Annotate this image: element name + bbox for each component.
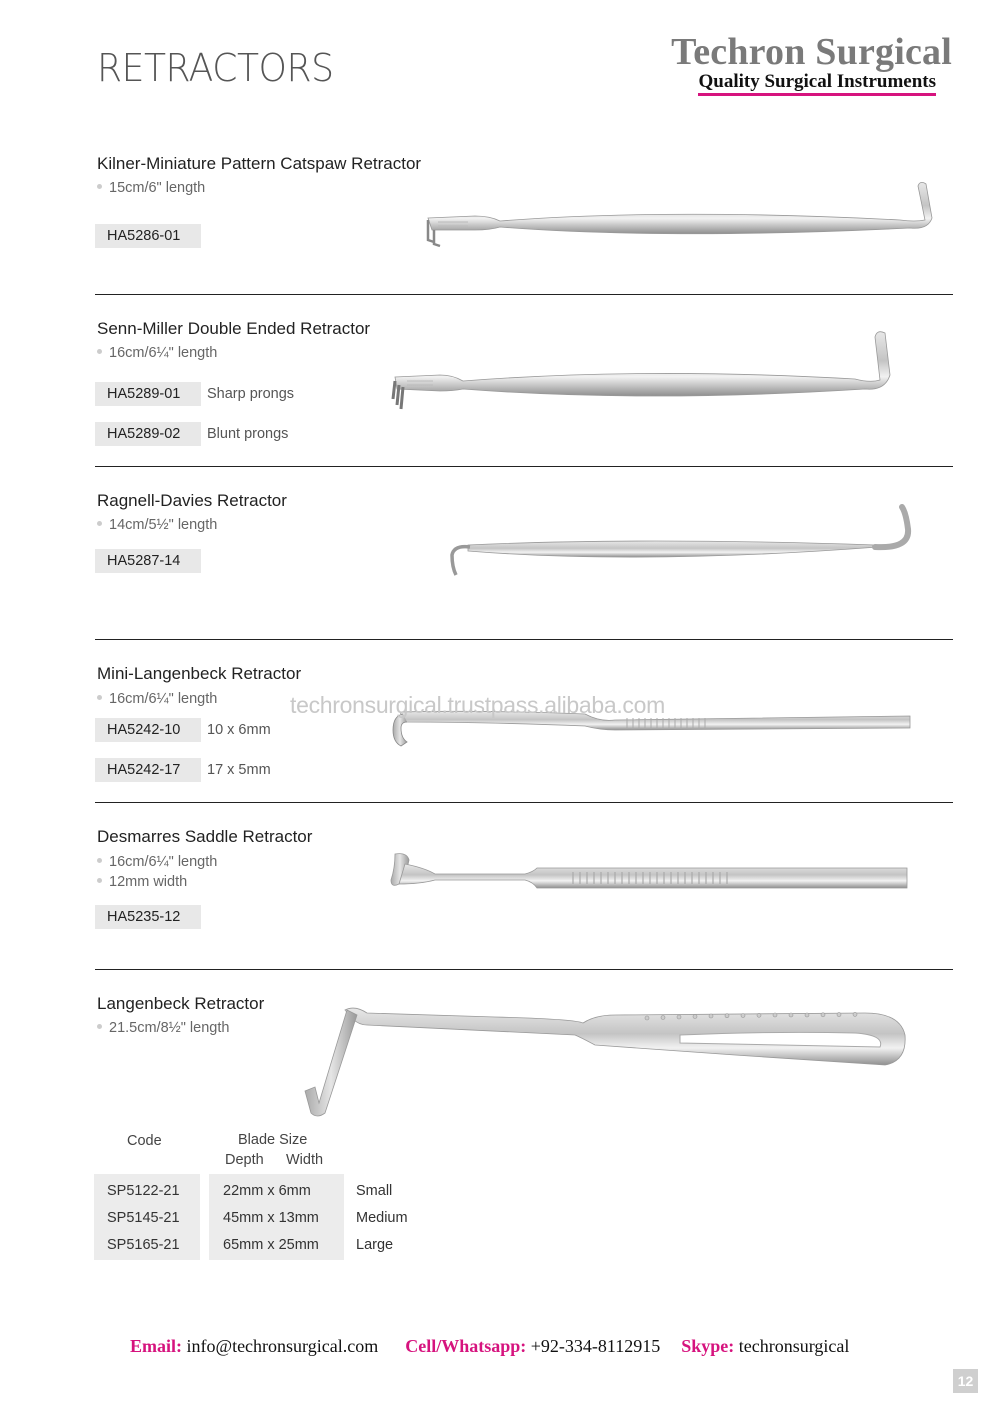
table-cell-label: Medium [356,1210,408,1226]
product-title: Desmarres Saddle Retractor [97,827,313,846]
skype-label: Skype: [681,1336,735,1356]
table-cell-label: Small [356,1183,393,1199]
product-title: Ragnell-Davies Retractor [97,491,287,510]
table-header-blade-size: Blade Size [238,1132,308,1148]
section-divider [95,802,953,803]
table-cell-code: SP5165-21 [107,1237,180,1253]
page-title: RETRACTORS [97,46,334,90]
product-code: HA5286-01 [95,224,201,248]
product-code: HA5289-01 [95,382,201,406]
table-cell-label: Large [356,1237,394,1253]
section-divider [95,466,953,467]
product-code: HA5235-12 [95,905,201,929]
product-code: HA5242-17 [95,758,201,782]
product-spec: 16cm/6¼" length [97,854,217,870]
brand-tagline: Quality Surgical Instruments [698,72,936,96]
table-cell-code: SP5122-21 [107,1183,180,1199]
catspaw-retractor-image [420,178,950,258]
section-divider [95,969,953,970]
ragnell-davies-retractor-image [440,495,920,585]
product-spec: 16cm/6¼" length [97,691,217,707]
table-cell-size: 45mm x 13mm [223,1210,319,1226]
page-number: 12 [953,1369,978,1393]
product-code: HA5242-10 [95,718,201,742]
contact-footer [130,1336,849,1357]
table-cell-size: 22mm x 6mm [223,1183,311,1199]
product-code-note: Blunt prongs [207,426,289,442]
product-title: Langenbeck Retractor [97,994,265,1013]
phone-label: Cell/Whatsapp: [405,1336,527,1356]
table-cell-size: 65mm x 25mm [223,1237,319,1253]
product-code-note: Sharp prongs [207,386,295,402]
product-code-note: 10 x 6mm [207,722,271,738]
watermark-text: techronsurgical.trustpass.alibaba.com [290,692,665,718]
product-spec: 12mm width [97,874,187,890]
product-title: Mini-Langenbeck Retractor [97,664,302,683]
product-title: Senn-Miller Double Ended Retractor [97,319,371,338]
product-code: HA5289-02 [95,422,201,446]
table-header-depth: Depth [225,1152,264,1168]
product-title: Kilner-Miniature Pattern Catspaw Retractor [97,154,422,173]
product-code-note: 17 x 5mm [207,762,271,778]
email-label: Email: [130,1336,182,1356]
langenbeck-retractor-image [295,995,915,1120]
table-cell-code: SP5145-21 [107,1210,180,1226]
product-spec: 21.5cm/8½" length [97,1020,229,1036]
desmarres-retractor-image [385,848,915,898]
brand-name: Techron Surgical [671,31,952,73]
section-divider [95,639,953,640]
brand-logo [671,32,952,96]
product-spec: 14cm/5½" length [97,517,217,533]
table-header-code: Code [127,1133,162,1149]
product-code: HA5287-14 [95,549,201,573]
senn-miller-retractor-image [385,325,945,415]
phone-number: +92-334-8112915 [530,1336,661,1356]
email-link[interactable]: info@techronsurgical.com [186,1336,379,1356]
section-divider [95,294,953,295]
product-spec: 15cm/6" length [97,180,205,196]
product-spec: 16cm/6¼" length [97,345,217,361]
table-header-width: Width [286,1152,324,1168]
skype-id: techronsurgical [738,1336,850,1356]
